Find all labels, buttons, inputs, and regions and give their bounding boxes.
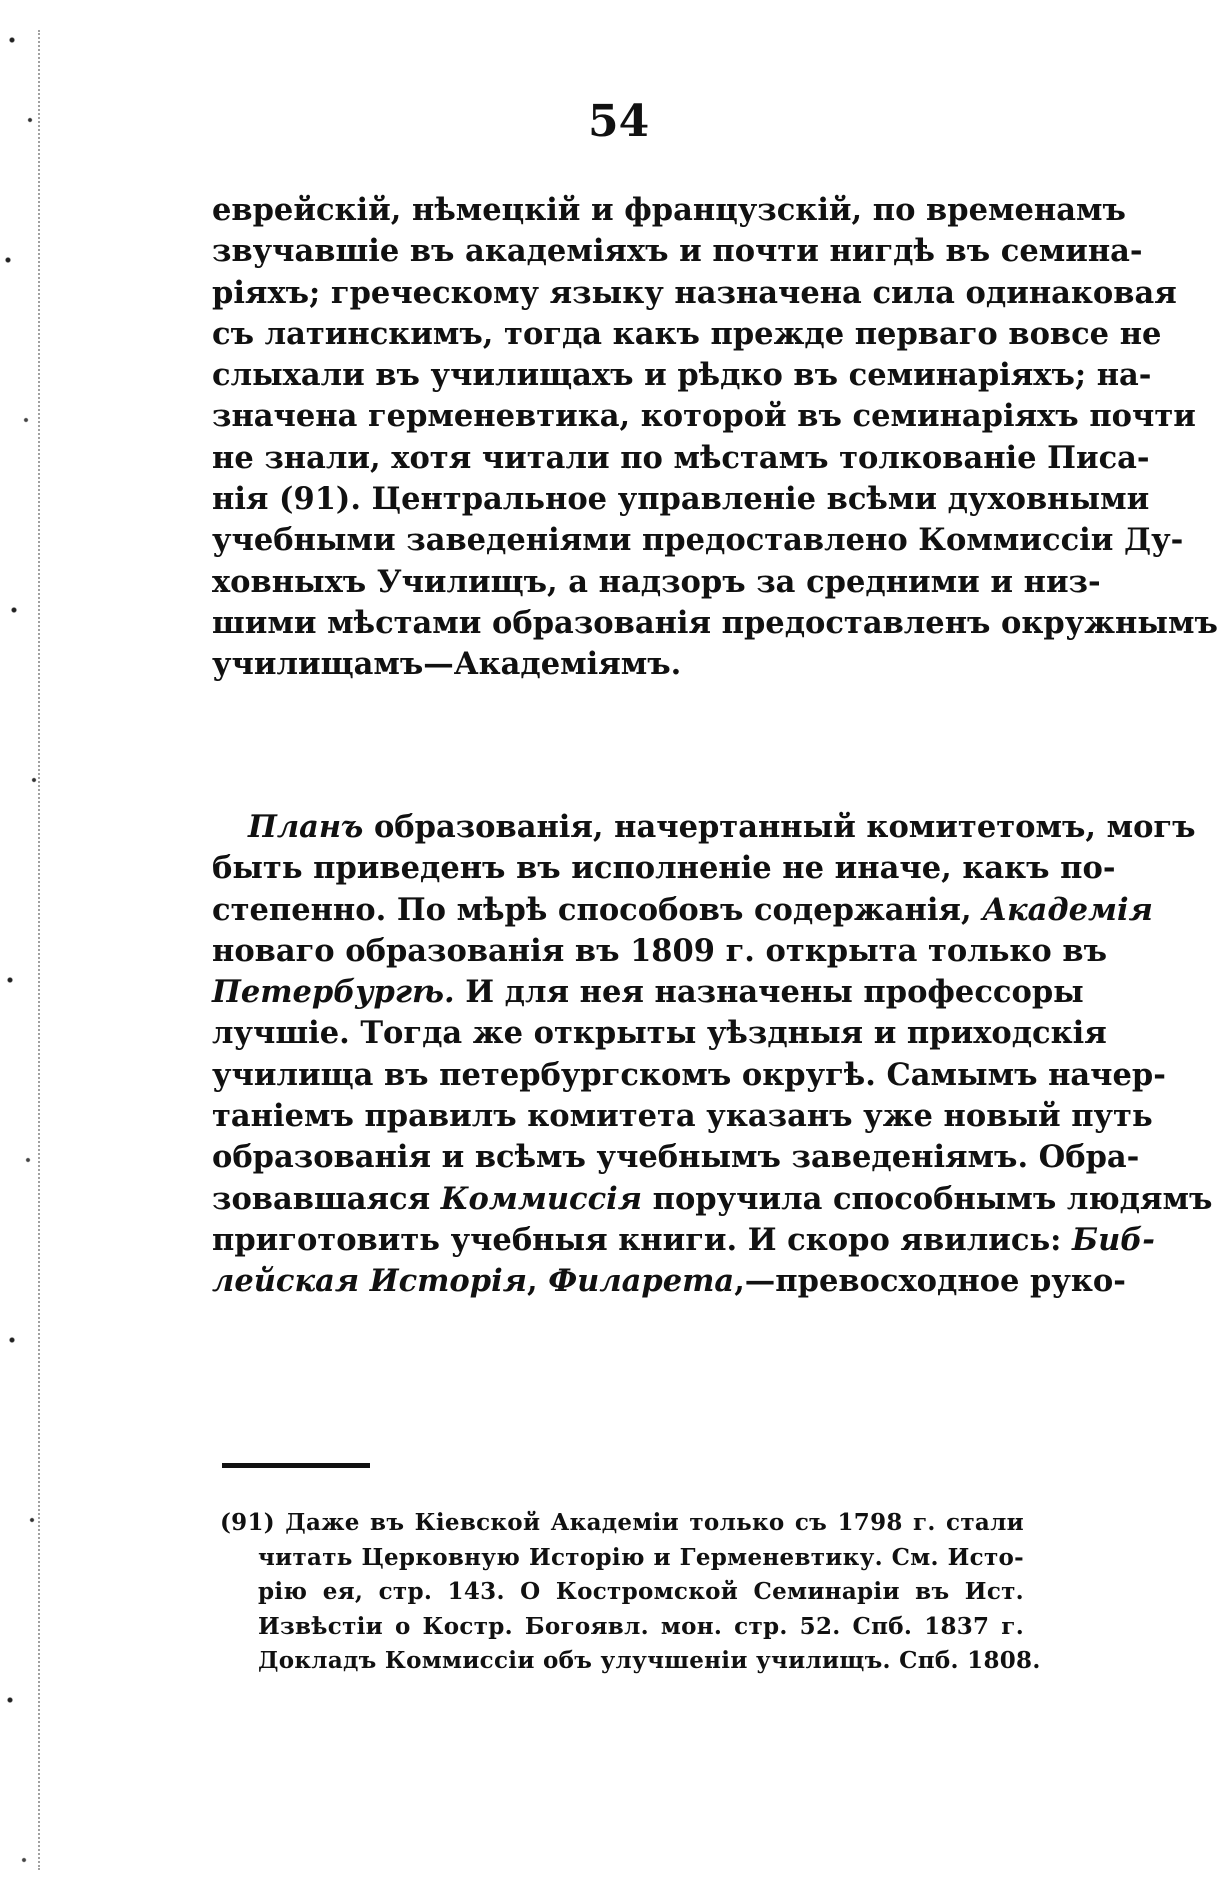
text-span: образованія, начертанный комитетомъ, могъ: [363, 809, 1196, 845]
paragraph-2: [212, 807, 1213, 1303]
text-line: таніемъ правилъ комитета указанъ уже новый путь: [212, 1098, 1153, 1135]
text-line: быть приведенъ въ исполненіе не иначе, какъ по-: [212, 850, 1116, 887]
text-line: съ латинскимъ, тогда какъ прежде перваго вовсе не: [212, 315, 1162, 352]
text-line: нія (91). Центральное управленіе всѣми духовными: [212, 481, 1150, 518]
footnote-line: читать Церковную Исторію и Герменевтику. См. Исто-: [258, 1543, 1024, 1571]
footnote: [220, 1506, 1041, 1679]
text-line: [212, 1220, 1155, 1261]
footnote-line: рію ея, стр. 143. О Костромской Семинаріи въ Ист.: [258, 1578, 1024, 1606]
text-line: образованія и всѣмъ учебнымъ заведеніямъ. Обра-: [212, 1139, 1140, 1176]
text-line: ріяхъ; греческому языку назначена сила одинаковая: [212, 274, 1177, 311]
italic-term: лейская Исторія: [212, 1263, 527, 1300]
footnote-line: Извѣстіи о Костр. Богоявл. мон. стр. 52. Спб. 1837 г.: [258, 1612, 1024, 1640]
text-line: [212, 1179, 1213, 1220]
italic-term: Биб-: [1072, 1221, 1155, 1258]
text-line: шими мѣстами образованія предоставленъ окружнымъ: [212, 604, 1218, 641]
italic-term: Планъ: [248, 809, 364, 845]
text-line: училища въ петербургскомъ округѣ. Самымъ начер-: [212, 1056, 1166, 1093]
text-line: слыхали въ училищахъ и рѣдко въ семинаріяхъ; на-: [212, 357, 1152, 394]
text-span: ,—превосходное руко-: [734, 1263, 1126, 1300]
text-line: звучавшіе въ академіяхъ и почти нигдѣ въ семина-: [212, 233, 1143, 270]
text-line: не знали, хотя читали по мѣстамъ толкованіе Писа-: [212, 439, 1150, 476]
text-line: ховныхъ Училищъ, а надзоръ за средними и низ-: [212, 563, 1101, 600]
text-line: лучшіе. Тогда же открыты уѣздныя и приходскія: [212, 1015, 1107, 1052]
text-span: степенно. По мѣрѣ способовъ содержанія,: [212, 891, 983, 928]
text-line: значена герменевтика, которой въ семинаріяхъ почти: [212, 398, 1196, 435]
page-number: 54: [588, 96, 650, 147]
text-line: [212, 807, 1196, 848]
footnote-line: Докладъ Коммиссіи объ улучшеніи училищъ. Спб. 1808.: [258, 1647, 1041, 1675]
text-span: ,: [526, 1263, 549, 1300]
text-line: [212, 972, 1084, 1013]
paragraph-1: [212, 190, 1218, 686]
text-span: приготовить учебныя книги. И скоро явились:: [212, 1221, 1073, 1258]
italic-term: Академія: [982, 891, 1153, 928]
text-line: еврейскій, нѣмецкій и французскій, по временамъ: [212, 192, 1126, 228]
scan-edge-line: [38, 30, 40, 1870]
text-line: учебными заведеніями предоставлено Коммиссіи Ду-: [212, 522, 1184, 559]
text-span: зовавшаяся: [212, 1180, 441, 1217]
italic-term: Филарета: [548, 1263, 735, 1300]
text-span: И для нея назначены профессоры: [454, 974, 1084, 1011]
text-line: [212, 890, 1153, 931]
text-line: училищамъ—Академіямъ.: [212, 646, 682, 683]
text-span: поручила способнымъ людямъ: [642, 1180, 1213, 1217]
text-line: [212, 1261, 1126, 1302]
footnote-line: (91) Даже въ Кіевской Академіи только съ 1798 г. стали: [220, 1509, 1024, 1536]
italic-term: Петербургѣ.: [212, 974, 455, 1011]
italic-term: Коммиссія: [440, 1180, 643, 1217]
text-line: новаго образованія въ 1809 г. открыта только въ: [212, 932, 1107, 969]
footnote-separator: [222, 1463, 370, 1468]
